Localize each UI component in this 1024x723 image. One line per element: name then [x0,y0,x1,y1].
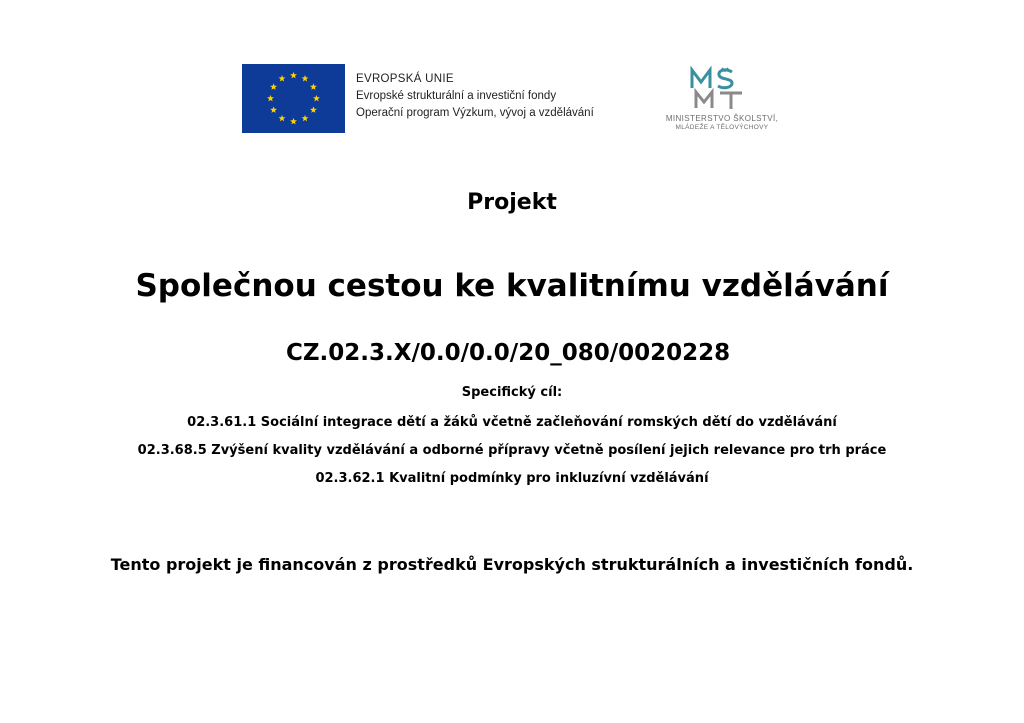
eu-program-line: Operační program Výzkum, vývoj a vzdělávání [356,107,594,119]
specific-goal-item: 02.3.61.1 Sociální integrace dětí a žáků včetně začleňování romských dětí do vzdělávání [187,415,837,430]
eu-title: EVROPSKÁ UNIE [356,73,454,85]
funding-statement: Tento projekt je financován z prostředků Evropských strukturálních a investičních fondů. [110,555,914,574]
msmt-logo-icon [686,66,748,112]
msmt-name-line1: MINISTERSTVO ŠKOLSTVÍ, [665,114,779,123]
eu-flag-icon [242,64,345,133]
specific-goal-label: Specifický cíl: [461,385,563,400]
project-label: Projekt [467,190,557,215]
msmt-logo [652,66,792,132]
msmt-name-line2: MLÁDEŽE A TĚLOVÝCHOVY [675,124,769,131]
specific-goal-item: 02.3.62.1 Kvalitní podmínky pro inkluzívní vzdělávání [315,471,709,486]
project-title: Společnou cestou ke kvalitnímu vzdělávání [135,268,889,304]
project-code: CZ.02.3.X/0.0/0.0/20_080/0020228 [286,340,731,366]
specific-goal-item: 02.3.68.5 Zvýšení kvality vzdělávání a odborné přípravy včetně posílení jejich relevance pro trh práce [137,443,887,458]
eu-text-block [356,71,594,122]
eu-funds-line: Evropské strukturální a investiční fondy [356,90,557,102]
